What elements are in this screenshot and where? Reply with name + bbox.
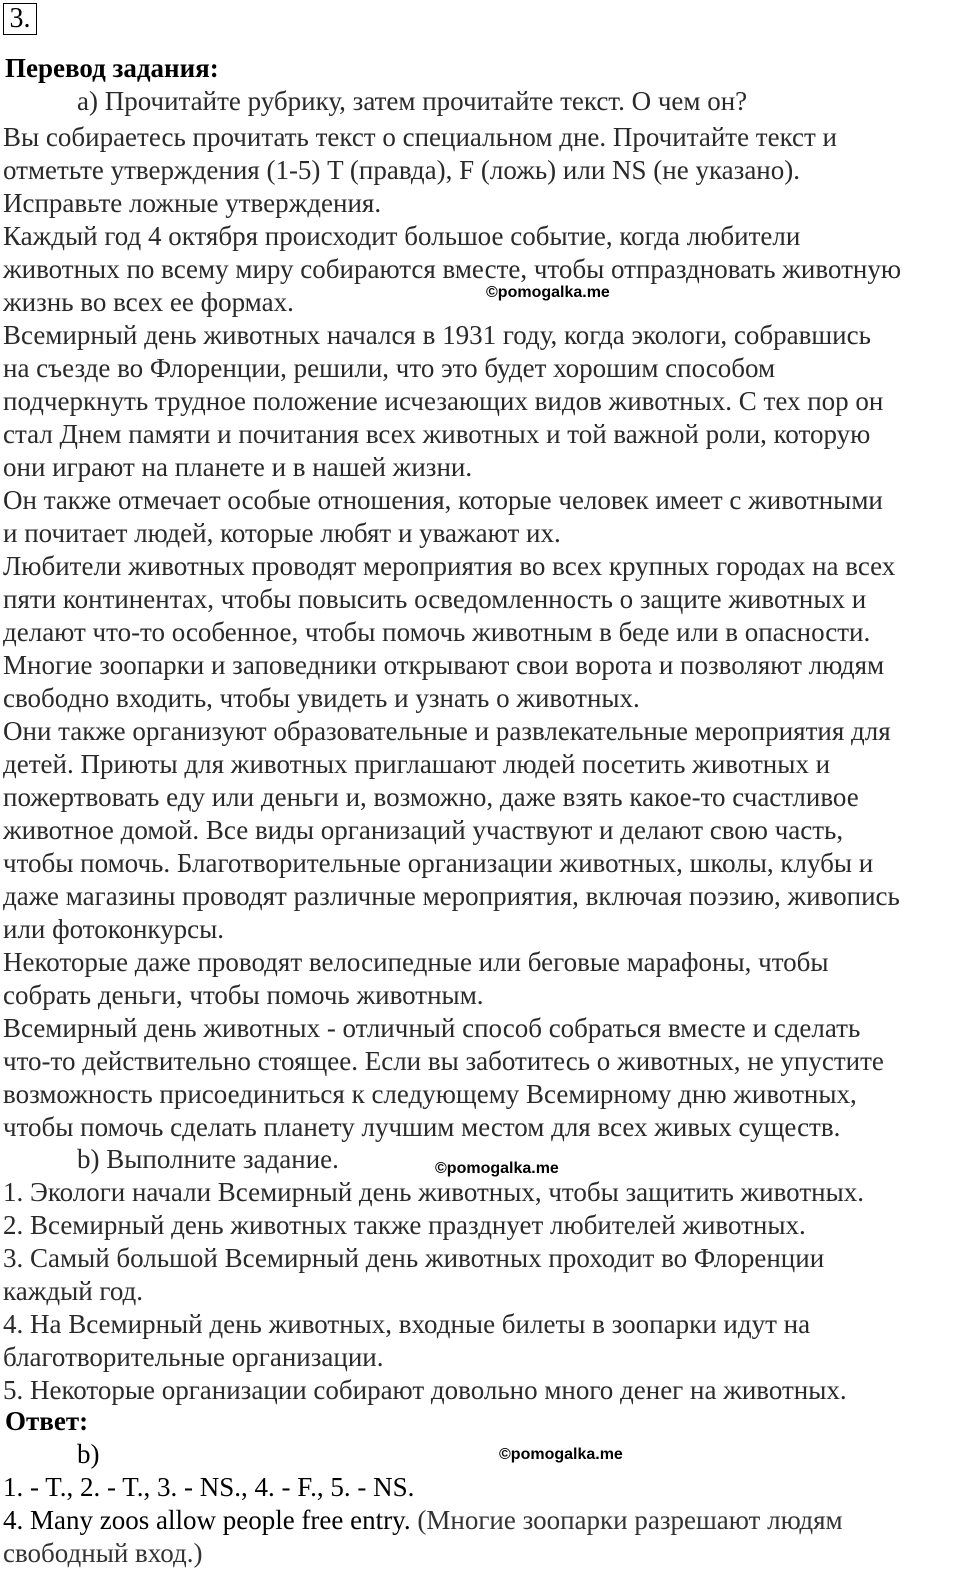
text-line: на съезде во Флоренции, решили, что это будет хорошим способом: [3, 353, 776, 383]
part-a-instruction: а) Прочитайте рубрику, затем прочитайте текст. О чем он?: [77, 86, 748, 116]
statement-line: 5. Некоторые организации собирают довольно много денег на животных.: [3, 1375, 847, 1405]
statement-line: 1. Экологи начали Всемирный день животных, чтобы защитить животных.: [3, 1177, 864, 1207]
text-line: Каждый год 4 октября происходит большое событие, когда любители: [3, 221, 801, 251]
text-line: отметьте утверждения (1-5) T (правда), F (ложь) или NS (не указано).: [3, 155, 801, 185]
text-line: и почитает людей, которые любят и уважают их.: [3, 518, 561, 548]
text-line: собрать деньги, чтобы помочь животным.: [3, 980, 484, 1010]
statement-line: каждый год.: [3, 1276, 144, 1306]
statement-line: 4. На Всемирный день животных, входные билеты в зоопарки идут на: [3, 1309, 811, 1339]
text-line: чтобы помочь. Благотворительные организации животных, школы, клубы и: [3, 848, 874, 878]
statement-line: 2. Всемирный день животных также празднует любителей животных.: [3, 1210, 806, 1240]
text-line: Всемирный день животных начался в 1931 году, когда экологи, собравшись: [3, 320, 871, 350]
answer-b-label: b): [77, 1439, 100, 1469]
text-line: Многие зоопарки и заповедники открывают свои ворота и позволяют людям: [3, 650, 885, 680]
text-line: Исправьте ложные утверждения.: [3, 188, 382, 218]
text-line: подчеркнуть трудное положение исчезающих видов животных. С тех пор он: [3, 386, 884, 416]
part-b-instruction: b) Выполните задание.: [77, 1144, 339, 1174]
correction-english: 4. Many zoos allow people free entry.: [3, 1505, 411, 1535]
statement-line: благотворительные организации.: [3, 1342, 384, 1372]
text-line: Любители животных проводят мероприятия во всех крупных городах на всех: [3, 551, 896, 581]
text-line: что-то действительно стоящее. Если вы заботитесь о животных, не упустите: [3, 1046, 884, 1076]
text-line: пяти континентах, чтобы повысить осведомленность о защите животных и: [3, 584, 867, 614]
watermark: ©pomogalka.me: [499, 1446, 623, 1463]
correction-russian: (Многие зоопарки разрешают людям: [410, 1505, 843, 1535]
watermark: ©pomogalka.me: [435, 1160, 559, 1177]
text-line: даже магазины проводят различные мероприятия, включая поэзию, живопись: [3, 881, 900, 911]
text-line: стал Днем памяти и почитания всех животных и той важной роли, которую: [3, 419, 871, 449]
correction-line: [3, 1504, 843, 1536]
translation-heading: Перевод задания:: [5, 53, 219, 83]
text-line: Некоторые даже проводят велосипедные или беговые марафоны, чтобы: [3, 947, 829, 977]
text-line: возможность присоединиться к следующему Всемирному дню животных,: [3, 1079, 857, 1109]
text-line: жизнь во всех ее формах.: [3, 287, 294, 317]
answer-line: 1. - T., 2. - T., 3. - NS., 4. - F., 5. - NS.: [3, 1472, 415, 1502]
task-number-box: 3.: [3, 3, 37, 35]
text-line: пожертвовать еду или деньги и, возможно, даже взять какое-то счастливое: [3, 782, 859, 812]
text-line: свободно входить, чтобы увидеть и узнать о животных.: [3, 683, 640, 713]
text-line: Всемирный день животных - отличный способ собраться вместе и сделать: [3, 1013, 861, 1043]
text-line: Он также отмечает особые отношения, которые человек имеет с животными: [3, 485, 883, 515]
text-line: Они также организуют образовательные и развлекательные мероприятия для: [3, 716, 891, 746]
correction-continuation: свободный вход.): [3, 1538, 203, 1568]
text-line: делают что-то особенное, чтобы помочь животным в беде или в опасности.: [3, 617, 871, 647]
watermark: ©pomogalka.me: [486, 284, 610, 301]
text-line: животное домой. Все виды организаций участвуют и делают свою часть,: [3, 815, 844, 845]
text-line: детей. Приюты для животных приглашают людей посетить животных и: [3, 749, 831, 779]
text-line: животных по всему миру собираются вместе, чтобы отпраздновать животную: [3, 254, 902, 284]
text-line: чтобы помочь сделать планету лучшим местом для всех живых существ.: [3, 1112, 841, 1142]
text-line: Вы собираетесь прочитать текст о специальном дне. Прочитайте текст и: [3, 122, 838, 152]
answer-heading: Ответ:: [5, 1406, 89, 1436]
statement-line: 3. Самый большой Всемирный день животных проходит во Флоренции: [3, 1243, 825, 1273]
text-line: или фотоконкурсы.: [3, 914, 225, 944]
text-line: они играют на планете и в нашей жизни.: [3, 452, 473, 482]
